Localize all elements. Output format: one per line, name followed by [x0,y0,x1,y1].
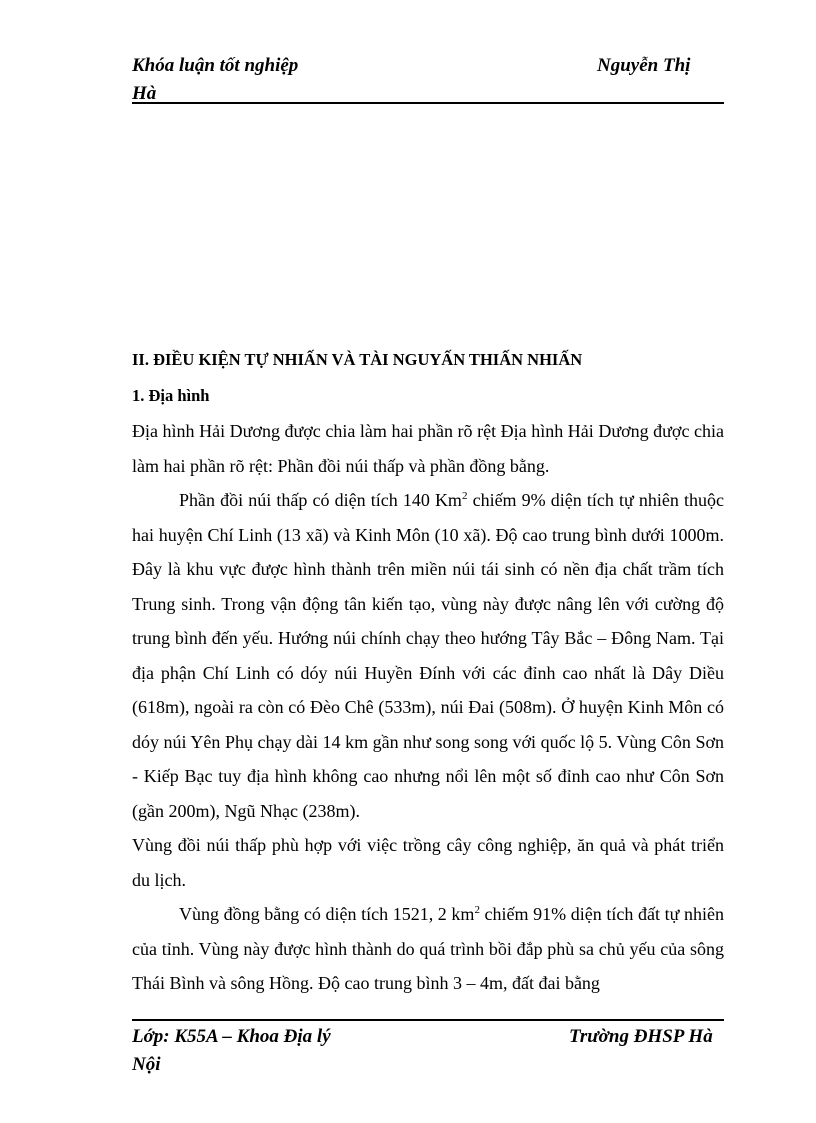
footer-university-continuation: Nội [132,1054,161,1075]
header-author-name: Nguyễn Thị [597,55,691,76]
section-title: II. ĐIỀU KIỆN TỰ NHIẤN VÀ TÀI NGUYẤN THIẤN NHIẤN [132,350,583,369]
footer-university-name: Trường ĐHSP Hà [569,1026,713,1047]
subsection-title: 1. Địa hình [132,386,210,405]
footer-class-label: Lớp: K55A – Khoa Địa lý [132,1026,331,1047]
footer-rule [132,1019,724,1021]
header-rule [132,102,724,104]
paragraph-4: Vùng đồng bằng có diện tích 1521, 2 $km^2$ chiếm 91% diện tích đất tự nhiên của tỉnh. Vùng này được hình thành do quá trình bồi đắp phù sa chủ yếu của sông Thái Bình và sông Hồng. Độ cao trung bình 3 – 4m, đất đai bằng [132,904,724,993]
paragraph-1: Địa hình Hải Dương được chia làm hai phần rõ rệt Địa hình Hải Dương được chia làm hai phần rõ rệt: Phần đồi núi thấp và phần đồng bằng. [132,421,724,476]
paragraph-3: Vùng đồi núi thấp phù hợp với việc trồng cây công nghiệp, ăn quả và phát triển du lịch. [132,835,724,890]
body-text [132,414,724,1001]
header-author-continuation: Hà [132,83,157,104]
paragraph-2: Phần đồi núi thấp có diện tích 140 Km$^2$ chiếm 9% diện tích tự nhiên thuộc hai huyện Chí Linh (13 xã) và Kinh Môn (10 xã). Độ cao trung bình dưới 1000m. Đây là khu vực được hình thành trên miền núi tái sinh có nền địa chất trầm tích Trung sinh. Trong vận động tân kiến tạo, vùng này được nâng lên với cường độ trung bình đến yếu. Hướng núi chính chạy theo hướng Tây Bắc – Đông Nam. Tại địa phận Chí Linh có dóy núi Huyền Đính với các đỉnh cao nhất là Dây Diều (618m), ngoài ra còn có Đèo Chê (533m), núi Đai (508m). Ở huyện Kinh Môn có dóy núi Yên Phụ chạy dài 14 km gần như song song với quốc lộ 5. Vùng Côn Sơn - Kiếp Bạc tuy địa hình không cao nhưng nổi lên một số đỉnh cao như Côn Sơn (gần 200m), Ngũ Nhạc (238m). [132,490,724,821]
header-thesis-label: Khóa luận tốt nghiệp [132,55,299,76]
